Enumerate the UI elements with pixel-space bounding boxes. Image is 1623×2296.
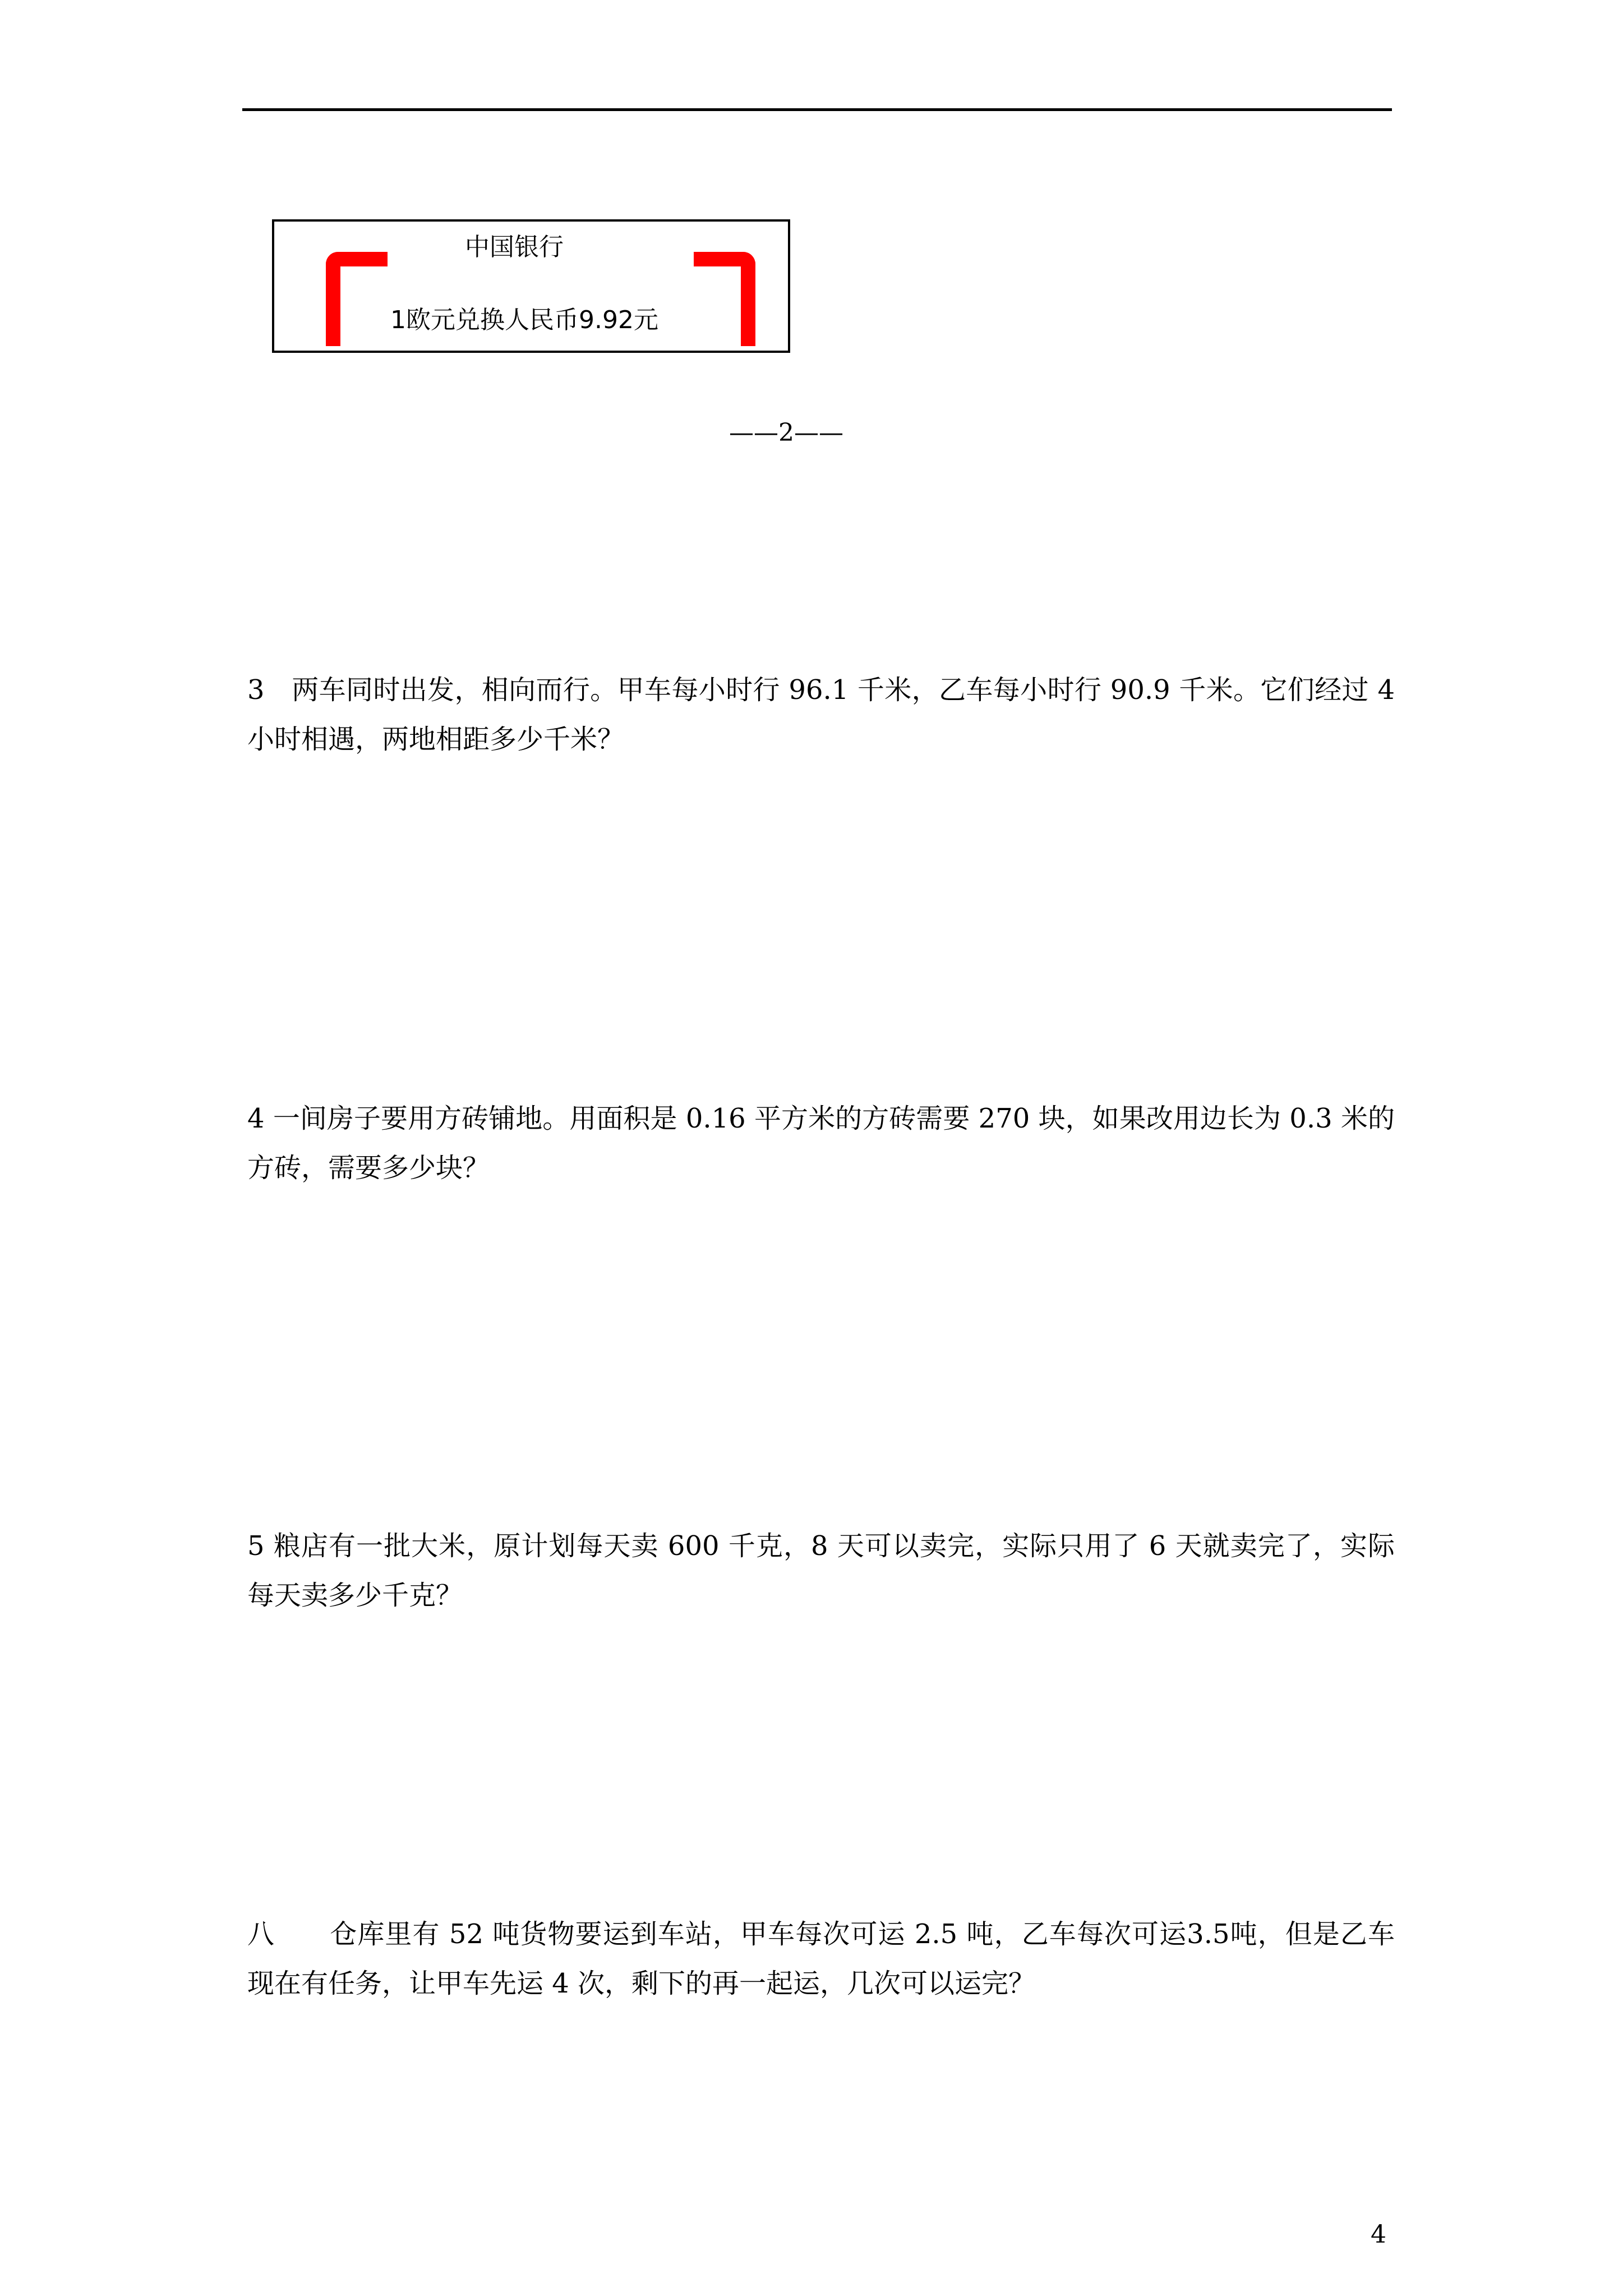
- problem-3: 3 两车同时出发，相向而行。甲车每小时行 96.1 千米，乙车每小时行 90.9 千米。它们经过 4 小时相遇，两地相距多少千米？: [247, 674, 1395, 755]
- bank-exchange-sign: [272, 219, 790, 353]
- figure-caption: ——2——: [729, 418, 843, 447]
- problem-5: 5 粮店有一批大米，原计划每天卖 600 千克，8 天可以卖完，实际只用了 6 天就卖完了，实际每天卖多少千克？: [247, 1530, 1395, 1611]
- problem-8: 八 仓库里有 52 吨货物要运到车站，甲车每次可运 2.5 吨，乙车每次可运3.5吨，但是乙车现在有任务，让甲车先运 4 次，剩下的再一起运，几次可以运完？: [247, 1918, 1395, 1999]
- problem-4: 4 一间房子要用方砖铺地。用面积是 0.16 平方米的方砖需要 270 块，如果改用边长为 0.3 米的方砖，需要多少块？: [247, 1103, 1395, 1184]
- exchange-rate-text: 1欧元兑换人民币9.92元: [390, 306, 658, 334]
- page-number: 4: [1371, 2220, 1386, 2249]
- header-rule: [242, 108, 1392, 111]
- bank-name: 中国银行: [465, 233, 564, 261]
